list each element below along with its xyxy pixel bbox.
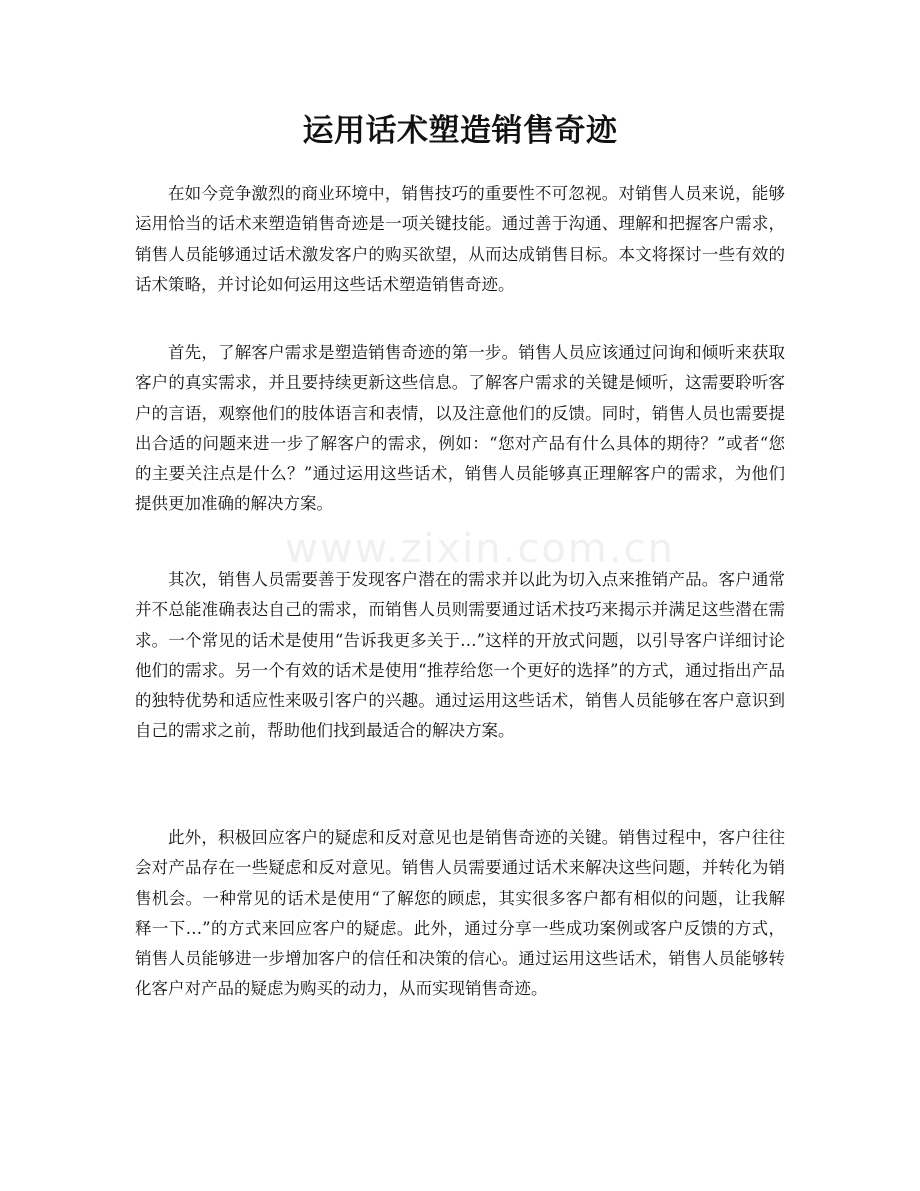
paragraph-objections: 此外，积极回应客户的疑虑和反对意见也是销售奇迹的关键。销售过程中，客户往往会对产品存在一些疑虑和反对意见。销售人员需要通过话术来解决这些问题，并转化为销售机会。一种常见的话术是使用“了解您的顾虑，其实很多客户都有相似的问题，让我解释一下…”的方式来回应客户的疑虑。此外，通过分享一些成功案例或客户反馈的方式，销售人员能够进一步增加客户的信任和决策的信心。通过运用这些话术，销售人员能够转化客户对产品的疑虑为购买的动力，从而实现销售奇迹。	[135, 828, 785, 999]
watermark: www.zixin.com.cn	[285, 526, 675, 572]
paragraph-intro: 在如今竞争激烈的商业环境中，销售技巧的重要性不可忽视。对销售人员来说，能够运用恰当的话术来塑造销售奇迹是一项关键技能。通过善于沟通、理解和把握客户需求，销售人员能够通过话术激发客户的购买欲望，从而达成销售目标。本文将探讨一些有效的话术策略，并讨论如何运用这些话术塑造销售奇迹。	[135, 184, 785, 294]
paragraph-potential-needs: 其次，销售人员需要善于发现客户潜在的需求并以此为切入点来推销产品。客户通常并不总能准确表达自己的需求，而销售人员则需要通过话术技巧来揭示并满足这些潜在需求。一个常见的话术是使用“告诉我更多关于…”这样的开放式问题，以引导客户详细讨论他们的需求。另一个有效的话术是使用“推荐给您一个更好的选择”的方式，通过指出产品的独特优势和适应性来吸引客户的兴趣。通过运用这些话术，销售人员能够在客户意识到自己的需求之前，帮助他们找到最适合的解决方案。	[135, 570, 785, 741]
document-title: 运用话术塑造销售奇迹	[302, 113, 618, 149]
paragraph-understand-needs: 首先，了解客户需求是塑造销售奇迹的第一步。销售人员应该通过问询和倾听来获取客户的真实需求，并且要持续更新这些信息。了解客户需求的关键是倾听，这需要聆听客户的言语，观察他们的肢体语言和表情，以及注意他们的反馈。同时，销售人员也需要提出合适的问题来进一步了解客户的需求，例如：“您对产品有什么具体的期待？”或者“您的主要关注点是什么？”通过运用这些话术，销售人员能够真正理解客户的需求，为他们提供更加准确的解决方案。	[135, 343, 785, 514]
